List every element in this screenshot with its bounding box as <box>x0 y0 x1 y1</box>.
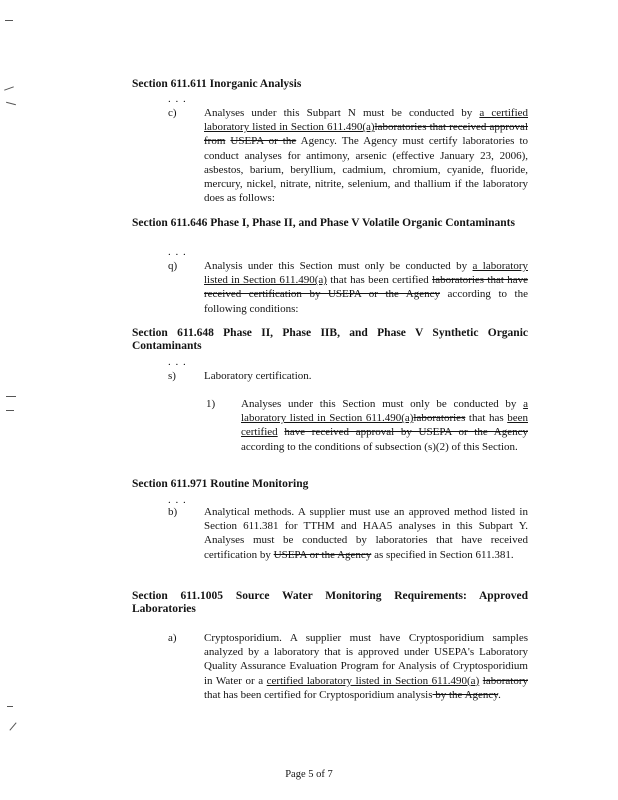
scan-mark <box>6 396 16 397</box>
item-label: a) <box>168 632 177 644</box>
text-run: as specified in Section 611.381. <box>371 548 514 561</box>
text-run: Analyses under this Section must only be conducted by <box>241 398 524 410</box>
inserted-text: a laboratory listed in Section 611.490(a) <box>241 398 528 425</box>
text-run: Analyses under this Subpart N must be conducted by <box>204 107 480 119</box>
item-text <box>204 106 528 205</box>
deleted-text: have received approval by USEPA or the Agency <box>284 426 528 439</box>
deleted-text: laboratories that have received certification by USEPA or the Agency <box>204 274 528 301</box>
text-run: that has <box>465 412 508 425</box>
inserted-text: certified laboratory listed in Section 611.490(a) <box>266 674 480 687</box>
text-run: Analysis under this Section must only be conducted by <box>204 260 473 272</box>
text-run: Laboratory certification. <box>204 370 312 382</box>
scan-mark <box>7 706 13 707</box>
ellipsis: . . . <box>168 494 187 506</box>
section-heading: Section 611.1005 Source Water Monitoring Requirements: Approved Laboratories <box>132 590 528 615</box>
inserted-text: a certified laboratory listed in Section 611.490(a) <box>204 107 529 134</box>
item-text <box>204 259 528 316</box>
item-label: s) <box>168 370 176 382</box>
text-run: . <box>498 688 501 701</box>
inserted-text: a laboratory listed in Section 611.490(a) <box>204 260 528 287</box>
ellipsis: . . . <box>168 246 187 258</box>
text-run: that has been certified <box>326 274 433 287</box>
deleted-text: laboratories that received approval from <box>204 121 528 148</box>
deleted-text: laboratories <box>413 412 466 425</box>
scan-mark <box>4 86 14 90</box>
item-label: q) <box>168 260 178 272</box>
ellipsis: . . . <box>168 356 187 368</box>
inserted-text: been certified <box>241 412 528 439</box>
section-heading: Section 611.648 Phase II, Phase IIB, and Phase V Synthetic Organic Contaminants <box>132 327 528 352</box>
scan-mark <box>6 410 14 411</box>
text-run: Analytical methods. A supplier must use an approved method listed in Section 611.381 for TTHM and HAA5 analyses in this Subpart Y. Analyses must be conducted by laboratories that have received certification by <box>204 506 528 561</box>
section-heading: Section 611.971 Routine Monitoring <box>132 478 309 490</box>
text-run: according to the conditions of subsection (s)(2) of this Section. <box>241 440 518 453</box>
text-run: according to the following conditions: <box>204 288 528 315</box>
section-heading: Section 611.611 Inorganic Analysis <box>132 78 302 90</box>
text-run: Cryptosporidium. A supplier must have Cryptosporidium samples analyzed by a laboratory that is approved under USEPA's Laboratory Quality Assurance Evaluation Program for Analysis of Cryptosporidium in Water or a <box>204 632 528 687</box>
ellipsis: . . . <box>168 93 187 105</box>
deleted-text: USEPA or the <box>230 135 297 148</box>
scan-mark <box>6 102 16 106</box>
deleted-text: laboratory <box>482 674 528 687</box>
text-run: that has been certified for Cryptosporidium analysis <box>204 688 433 701</box>
scan-mark <box>9 722 16 730</box>
item-text <box>204 505 528 562</box>
deleted-text: by the Agency <box>432 688 499 701</box>
item-text <box>204 369 528 383</box>
text-run: Agency. The Agency must certify laboratories to conduct analyses for antimony, arsenic (effective January 23, 2006), asbestos, barium, beryllium, cadmium, chromium, cyanide, fluoride, mercury, nickel, nitrate, nitrite, selenium, and thallium if the laboratory does as follows: <box>204 135 529 205</box>
deleted-text: USEPA or the Agency <box>273 548 372 561</box>
item-label: c) <box>168 107 177 119</box>
item-label: 1) <box>206 398 216 410</box>
item-label: b) <box>168 506 178 518</box>
page-number: Page 5 of 7 <box>285 769 333 780</box>
item-text <box>204 631 528 702</box>
section-heading: Section 611.646 Phase I, Phase II, and Phase V Volatile Organic Contaminants <box>132 217 515 229</box>
item-text <box>241 397 528 454</box>
scan-mark <box>5 20 13 21</box>
